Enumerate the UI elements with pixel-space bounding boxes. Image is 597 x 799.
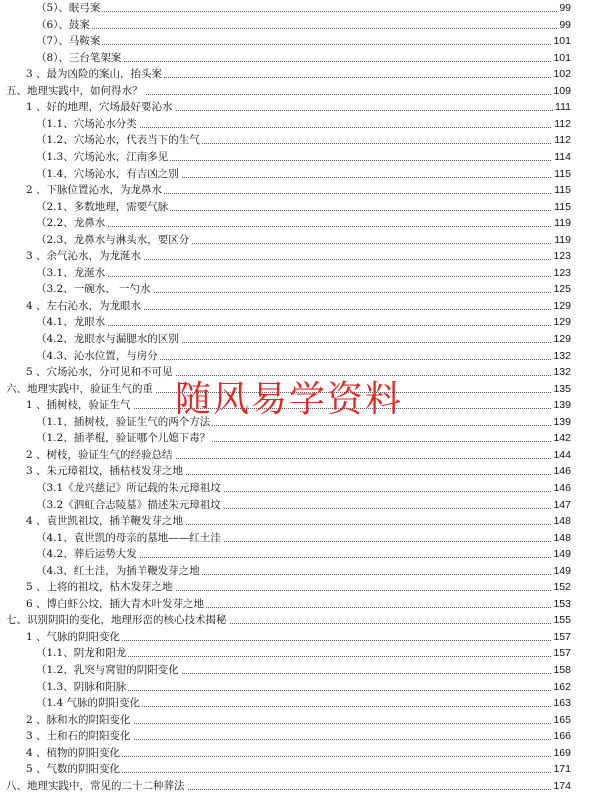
toc-page-number: 149 <box>551 546 571 563</box>
toc-page-number: 115 <box>552 182 571 199</box>
toc-dot-leader <box>36 44 571 45</box>
toc-entry[interactable] <box>0 298 597 315</box>
toc-page-number: 132 <box>551 348 571 365</box>
toc-entry-title: （8）、三台笔架案 <box>36 50 123 67</box>
toc-page-number: 101 <box>551 33 571 50</box>
toc-page-number: 135 <box>551 381 571 398</box>
toc-entry[interactable] <box>0 149 597 166</box>
toc-entry-title: （4.2、葬后运势大发 <box>36 546 139 563</box>
toc-entry[interactable] <box>0 132 597 149</box>
toc-page-number: 162 <box>551 679 571 696</box>
toc-dot-leader <box>36 276 571 277</box>
toc-dot-leader <box>36 325 571 326</box>
toc-entry[interactable] <box>0 248 597 265</box>
toc-page-number: 119 <box>552 215 571 232</box>
toc-page-number: 119 <box>552 232 571 249</box>
toc-entry-title: 3 、朱元璋祖坟，插枯枝发芽之地 <box>26 463 185 480</box>
toc-entry[interactable] <box>0 645 597 662</box>
toc-entry[interactable] <box>0 530 597 547</box>
toc-page-number: 146 <box>551 480 571 497</box>
toc-entry-title: 七、识别阴阳的变化，地理形峦的核心技术揭秘 <box>6 612 229 629</box>
toc-entry-title: （4.1、龙眼水 <box>36 314 107 331</box>
toc-entry-title: （4.3、红土洼，为插羊鞭发芽之地 <box>36 563 202 580</box>
toc-entry-title: 5 、上将的祖坟，枯木发芽之地 <box>26 579 175 596</box>
toc-page-number: 155 <box>551 612 571 629</box>
toc-entry-title: 4 、左右沁水，为龙眼水 <box>26 298 143 315</box>
toc-entry-title: （1.4 气脉的阴阳变化 <box>36 695 142 712</box>
toc-page-number: 115 <box>552 166 571 183</box>
toc-page-number: 101 <box>551 50 571 67</box>
toc-entry[interactable] <box>0 331 597 348</box>
toc-page-number: 102 <box>551 66 571 83</box>
toc-page-number: 129 <box>551 314 571 331</box>
toc-entry[interactable] <box>0 629 597 646</box>
toc-entry-title: （7）、马鞍案 <box>36 33 102 50</box>
toc-page-number: 125 <box>551 281 571 298</box>
toc-page-number: 157 <box>551 629 571 646</box>
toc-entry-title: （3.2、一碗水、 一勺水 <box>36 281 153 298</box>
toc-entry[interactable] <box>0 612 597 629</box>
toc-page-number: 166 <box>551 728 571 745</box>
toc-page-number: 153 <box>551 596 571 613</box>
toc-entry-title: 3 、最为凶险的案山，抬头案 <box>26 66 164 83</box>
toc-entry-title: （6）、鼓案 <box>36 17 92 34</box>
toc-entry-title: （1.3、穴场沁水，江南多见 <box>36 149 170 166</box>
toc-entry[interactable] <box>0 778 597 795</box>
toc-entry[interactable] <box>0 199 597 216</box>
toc-entry-title: （2.1、多数地理，需要气脉 <box>36 199 170 216</box>
toc-entry-title: 2 、树枝，验证生气的经验总结 <box>26 447 175 464</box>
toc-entry-title: （2.3、龙鼻水与淋头水，要区分 <box>36 232 191 249</box>
toc-entry-title: 5 、穴场沁水，分可见和不可见 <box>26 364 175 381</box>
toc-entry-title: （1.2、乳突与窝钳的阴阳变化 <box>36 662 181 679</box>
toc-entry[interactable] <box>0 33 597 50</box>
toc-entry[interactable] <box>0 232 597 249</box>
toc-entry-title: （2.2、龙鼻水 <box>36 215 107 232</box>
toc-entry-title: （3.1、龙涎水 <box>36 265 107 282</box>
toc-entry[interactable] <box>0 182 597 199</box>
toc-entry[interactable] <box>0 99 597 116</box>
toc-page-number: 139 <box>551 397 571 414</box>
toc-entry-title: 3 、余气沁水，为龙涎水 <box>26 248 143 265</box>
toc-entry[interactable] <box>0 463 597 480</box>
toc-entry[interactable] <box>0 662 597 679</box>
toc-entry[interactable] <box>0 166 597 183</box>
toc-entry[interactable] <box>0 513 597 530</box>
toc-entry-title: （1.2、穴场沁水，代表当下的生气 <box>36 132 202 149</box>
toc-page-number: 146 <box>551 463 571 480</box>
toc-entry-title: （1.4、穴场沁水，有吉凶之别 <box>36 166 181 183</box>
toc-entry-title: （1.1、穴场沁水分类 <box>36 116 139 133</box>
toc-page-number: 114 <box>552 149 571 166</box>
toc-page-number: 115 <box>552 199 571 216</box>
toc-page-number: 123 <box>551 265 571 282</box>
toc-entry[interactable] <box>0 712 597 729</box>
toc-entry[interactable] <box>0 497 597 514</box>
toc-page-number: 111 <box>553 99 571 116</box>
toc-entry-title: 2 、下脉位置沁水，为龙鼻水 <box>26 182 164 199</box>
toc-page-number: 171 <box>551 761 571 778</box>
toc-entry-title: （4.2、龙眼水与漏腮水的区别 <box>36 331 181 348</box>
toc-entry[interactable] <box>0 430 597 447</box>
toc-entry[interactable] <box>0 50 597 67</box>
toc-entry-title: 5 、气数的阴阳变化 <box>26 761 122 778</box>
toc-entry[interactable] <box>0 728 597 745</box>
toc-entry-title: 1 、气脉的阴阳变化 <box>26 629 122 646</box>
toc-entry-title: （3.2《泗虹合志陵墓》描述朱元璋祖坟 <box>36 497 223 514</box>
toc-page-number: 158 <box>551 662 571 679</box>
toc-entry-title: 6 、博白虾公坟，插大青木叶发芽之地 <box>26 596 206 613</box>
toc-page-number: 148 <box>551 530 571 547</box>
toc-page-number: 157 <box>551 645 571 662</box>
toc-entry-title: （5）、眠弓案 <box>36 0 102 17</box>
toc-entry-title: 3 、土和石的阴阳变化 <box>26 728 133 745</box>
toc-entry-title: （4.3、沁水位置，与房分 <box>36 348 160 365</box>
toc-page-number: 144 <box>551 447 571 464</box>
toc-page-number: 163 <box>551 695 571 712</box>
toc-page-number: 169 <box>551 745 571 762</box>
toc-dot-leader <box>36 28 571 29</box>
toc-entry-title: 六、地理实践中，验证生气的重 <box>6 381 155 398</box>
toc-entry-title: 4 、袁世凯祖坟，插羊鞭发芽之地 <box>26 513 185 530</box>
toc-entry[interactable] <box>0 745 597 762</box>
toc-page-number: 132 <box>551 364 571 381</box>
toc-entry-title: 1 、插树枝，验证生气 <box>26 397 133 414</box>
toc-page-number: 174 <box>551 778 571 795</box>
toc-entry[interactable] <box>0 348 597 365</box>
toc-entry[interactable] <box>0 17 597 34</box>
toc-page-number: 165 <box>551 712 571 729</box>
toc-entry[interactable] <box>0 83 597 100</box>
toc-entry-title: （3.1《龙兴慈记》所记载的朱元璋祖坟 <box>36 480 223 497</box>
toc-entry-title: （4.1、袁世凯的母亲的墓地——红土洼 <box>36 530 223 547</box>
toc-page-number: 147 <box>551 497 571 514</box>
toc-entry-title: （1.1、阴龙和阳龙 <box>36 645 128 662</box>
toc-entry[interactable] <box>0 265 597 282</box>
toc-dot-leader <box>36 11 571 12</box>
toc-page-number: 109 <box>551 83 571 100</box>
toc-entry[interactable] <box>0 314 597 331</box>
toc-entry-title: 4 、植物的阴阳变化 <box>26 745 122 762</box>
toc-entry[interactable] <box>0 66 597 83</box>
toc-entry-title: 五、地理实践中，如何得水？ <box>6 83 145 100</box>
toc-entry[interactable] <box>0 596 597 613</box>
toc-entry[interactable] <box>0 215 597 232</box>
watermark: 随风易学资料 <box>175 379 404 420</box>
toc-entry-title: 八、地理实践中，常见的二十二种葬法 <box>6 778 187 795</box>
toc-dot-leader <box>36 226 571 227</box>
toc-entry[interactable] <box>0 0 597 17</box>
toc-entry[interactable] <box>0 761 597 778</box>
toc-entry[interactable] <box>0 695 597 712</box>
toc-entry[interactable] <box>0 563 597 580</box>
toc-entry[interactable] <box>0 281 597 298</box>
toc-entry[interactable] <box>0 480 597 497</box>
toc-entry[interactable] <box>0 116 597 133</box>
toc-page-number: 149 <box>551 563 571 580</box>
toc-page-number: 112 <box>552 116 571 133</box>
toc-entry[interactable] <box>0 447 597 464</box>
toc-page-number: 112 <box>552 132 571 149</box>
toc-page-number: 123 <box>551 248 571 265</box>
toc-page-number: 129 <box>551 298 571 315</box>
toc-page-number: 99 <box>557 0 571 17</box>
toc-entry-title: 1 、好的地理，穴场最好要沁水 <box>26 99 175 116</box>
toc-page-number: 142 <box>551 430 571 447</box>
toc-page-number: 148 <box>551 513 571 530</box>
toc-entry-title: 2 、脉和水的阴阳变化 <box>26 712 133 729</box>
toc-page-number: 139 <box>551 414 571 431</box>
toc-entry[interactable] <box>0 679 597 696</box>
toc-entry-title: （1.2、插孝棍，验证哪个儿媳下毒？ <box>36 430 212 447</box>
toc-entry-title: （1.1、插树枝，验证生气的两个方法 <box>36 414 212 431</box>
toc-entry[interactable] <box>0 546 597 563</box>
toc-page-number: 129 <box>551 331 571 348</box>
toc-page-number: 99 <box>557 17 571 34</box>
toc-entry-title: （1.3、阴脉和阳脉 <box>36 679 128 696</box>
toc-page-number: 152 <box>551 579 571 596</box>
toc-entry[interactable] <box>0 579 597 596</box>
